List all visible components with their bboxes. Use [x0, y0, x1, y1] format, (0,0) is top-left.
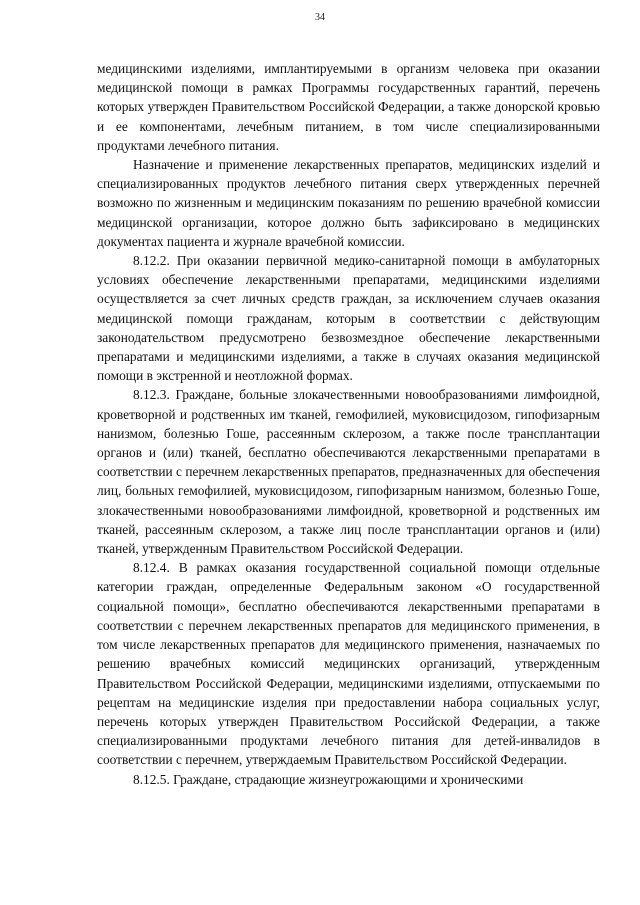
paragraph-8-12-2: 8.12.2. При оказании первичной медико-санитарной помощи в амбулаторных условиях обеспечение лекарственными препаратами, медицинскими изделиями осуществляется за счет личных средств граждан, за исключением случаев оказания медицинской помощи гражданам, которым в соответствии с действующим законодательством предусмотрено безвозмездное обеспечение лекарственными препаратами и медицинскими изделиями, а также в случаях оказания медицинской помощи в экстренной и неотложной формах.	[97, 253, 600, 384]
paragraph-continuation: медицинскими изделиями, имплантируемыми в организм человека при оказании медицинской помощи в рамках Программы государственных гарантий, перечень которых утвержден Правительством Российской Федерации, а также донорской кровью и ее компонентами, лечебным питанием, в том числе специализированными продуктами лечебного питания.	[97, 61, 600, 153]
page-number: 34	[315, 12, 325, 23]
paragraph-8-12-5: 8.12.5. Граждане, страдающие жизнеугрожающими и хроническими	[133, 771, 524, 787]
paragraph-8-12-4: 8.12.4. В рамках оказания государственной социальной помощи отдельные категории граждан, определенные Федеральным законом «О государственной социальной помощи», бесплатно обеспечиваются лекарственными препаратами в соответствии с перечнем лекарственных препаратов для медицинского применения, в том числе лекарственных препаратов для медицинского применения, назначаемых по решению врачебных комиссий медицинских организаций, утвержденным Правительством Российской Федерации, медицинскими изделиями, отпускаемыми по рецептам на медицинские изделия при предоставлении набора социальных услуг, перечень которых утвержден Правительством Российской Федерации, а также специализированными продуктами лечебного питания для детей-инвалидов в соответствии с перечнем, утверждаемым Правительством Российской Федерации.	[97, 560, 600, 768]
paragraph-8-12-3: 8.12.3. Граждане, больные злокачественными новообразованиями лимфоидной, кроветворной и родственных им тканей, гемофилией, муковисцидозом, гипофизарным нанизмом, болезнью Гоше, рассеянным склерозом, а также после трансплантации органов и (или) тканей, бесплатно обеспечиваются лекарственными препаратами в соответствии с перечнем лекарственных препаратов, предназначенных для обеспечения лиц, больных гемофилией, муковисцидозом, гипофизарным нанизмом, болезнью Гоше, злокачественными новообразованиями лимфоидной, кроветворной и родственных им тканей, рассеянным склерозом, а также лиц после трансплантации органов и (или) тканей, утвержденным Правительством Российской Федерации.	[97, 387, 600, 557]
document-body	[97, 59, 600, 789]
paragraph-prescription-beyond-lists: Назначение и применение лекарственных препаратов, медицинских изделий и специализированных продуктов лечебного питания сверх утвержденных перечней возможно по жизненным и медицинским показаниям по решению врачебной комиссии медицинской организации, которое должно быть зафиксировано в медицинских документах пациента и журнале врачебной комиссии.	[97, 157, 600, 249]
